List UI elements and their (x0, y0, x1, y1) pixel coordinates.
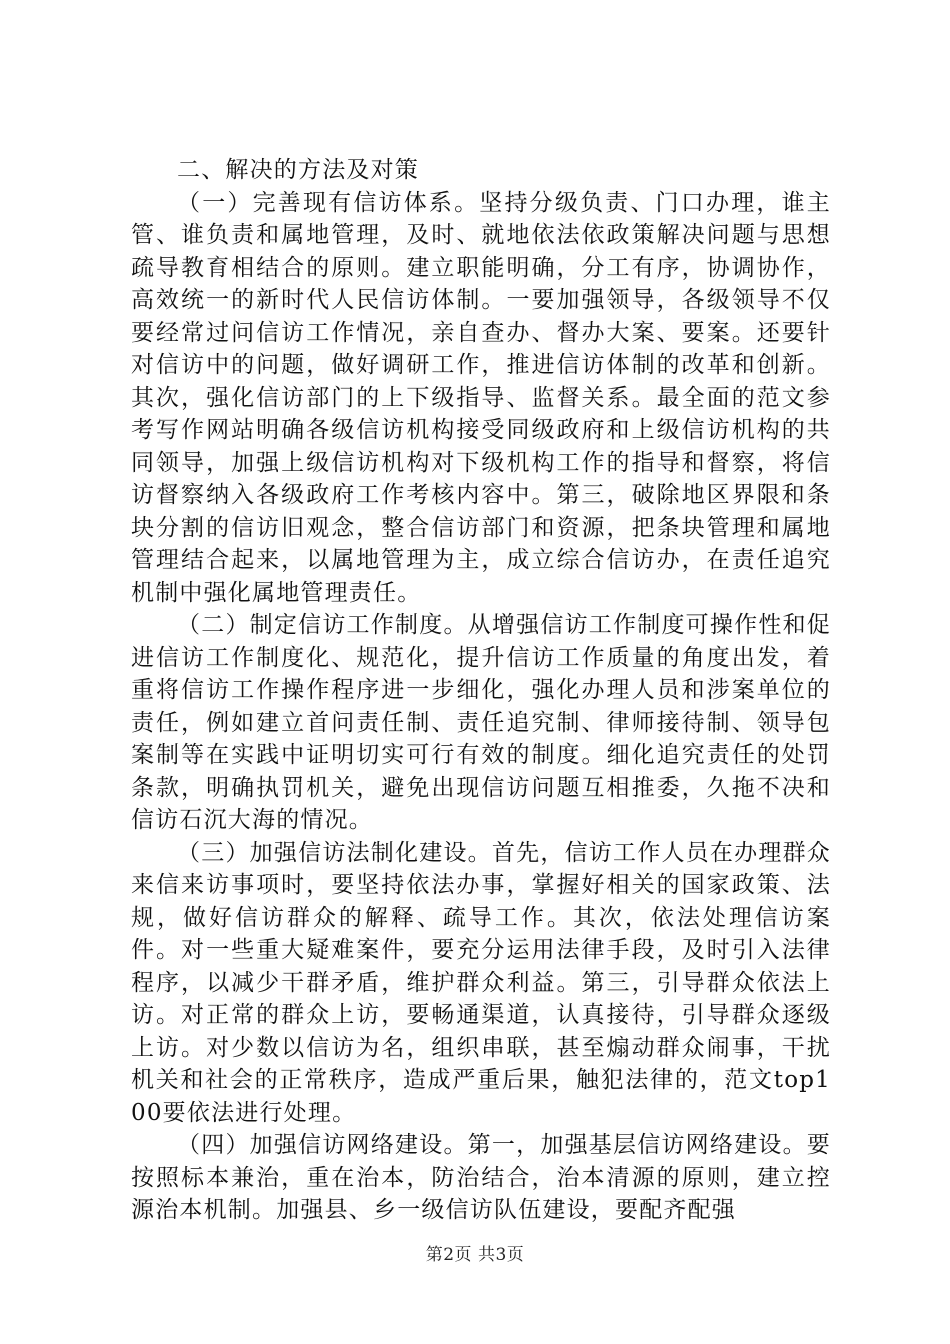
page-number-footer: 第2页 共3页 (425, 1245, 525, 1265)
document-body (131, 154, 831, 1227)
paragraph-4: （四）加强信访网络建设。第一，加强基层信访网络建设。要按照标本兼治，重在治本，防治结合，治本清源的原则，建立控源治本机制。加强县、乡一级信访队伍建设，要配齐配强 (131, 1132, 831, 1223)
section-heading: 二、解决的方法及对策 (177, 157, 419, 183)
paragraph-1: （一）完善现有信访体系。坚持分级负责、门口办理，谁主管、谁负责和属地管理，及时、就地依法依政策解决问题与思想疏导教育相结合的原则。建立职能明确，分工有序，协调协作，高效统一的新时代人民信访体制。一要加强领导，各级领导不仅要经常过问信访工作情况，亲自查办、督办大案、要案。还要针对信访中的问题，做好调研工作，推进信访体制的改革和创新。其次，强化信访部门的上下级指导、监督关系。最全面的范文参考写作网站明确各级信访机构接受同级政府和上级信访机构的共同领导，加强上级信访机构对下级机构工作的指导和督察，将信访督察纳入各级政府工作考核内容中。第三，破除地区界限和条块分割的信访旧观念，整合信访部门和资源，把条块管理和属地管理结合起来，以属地管理为主，成立综合信访办，在责任追究机制中强化属地管理责任。 (131, 189, 831, 606)
paragraph-2: （二）制定信访工作制度。从增强信访工作制度可操作性和促进信访工作制度化、规范化，提升信访工作质量的角度出发，着重将信访工作操作程序进一步细化，强化办理人员和涉案单位的责任，例如建立首问责任制、责任追究制、律师接待制、领导包案制等在实践中证明切实可行有效的制度。细化追究责任的处罚条款，明确执罚机关，避免出现信访问题互相推委，久拖不决和信访石沉大海的情况。 (131, 612, 831, 833)
paragraph-3: （三）加强信访法制化建设。首先，信访工作人员在办理群众来信来访事项时，要坚持依法办事，掌握好相关的国家政策、法规，做好信访群众的解释、疏导工作。其次，依法处理信访案件。对一些重大疑难案件，要充分运用法律手段，及时引入法律程序，以减少干群矛盾，维护群众利益。第三，引导群众依法上访。对正常的群众上访，要畅通渠道，认真接待，引导群众逐级上访。对少数以信访为名，组织串联，甚至煽动群众闹事，干扰机关和社会的正常秩序，造成严重后果，触犯法律的，范文top100要依法进行处理。 (131, 839, 831, 1126)
